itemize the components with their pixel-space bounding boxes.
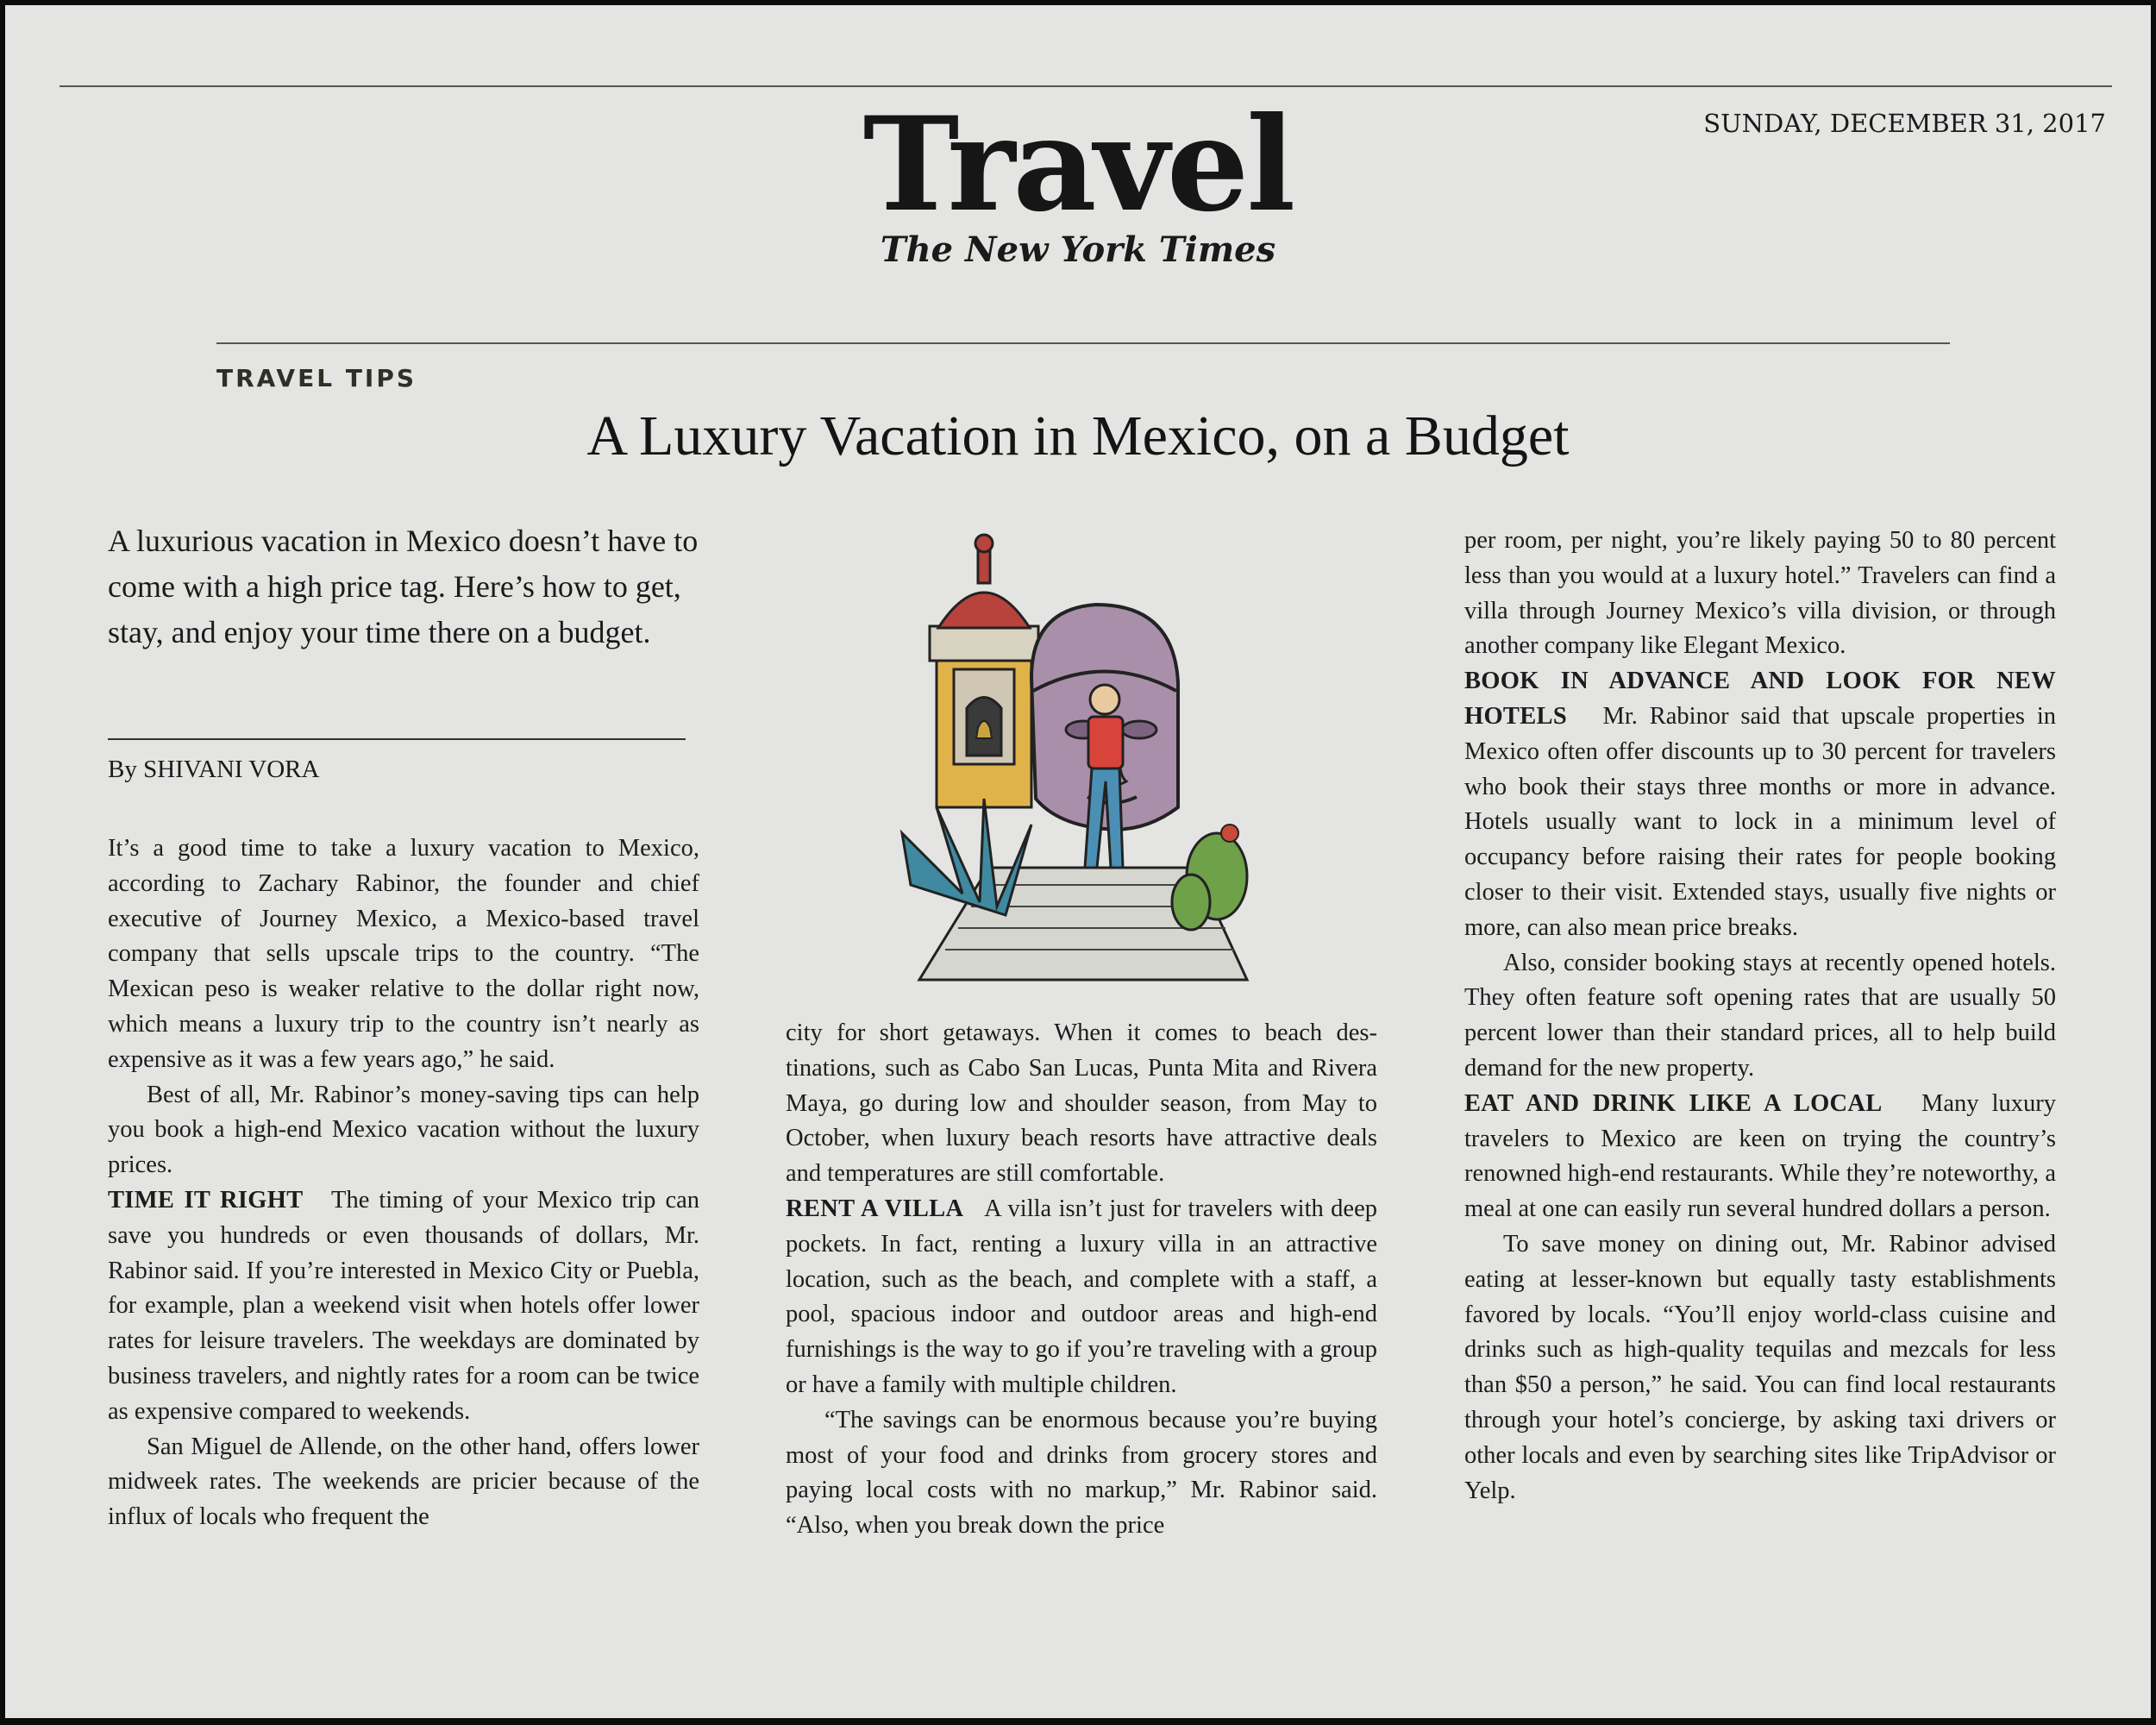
subsection-paragraph: [1464, 664, 2056, 945]
newspaper-page: [5, 5, 2151, 1718]
paragraph: per room, per night, you’re likely paying 50 to 80 percent less than you would at a luxury hotel.” Travelers can find a villa through Journey Mexico’s villa division, or through another company like Elegant Mexico.: [1464, 527, 2056, 660]
paragraph: To save money on dining out, Mr. Rabinor advised eating at lesser-known but equally tasty establishments favored by locals. “You’ll enjoy world-class cuisine and drinks such as high-quality tequilas and mezcals for less than $50 a person,” he said. You can find local restaurants through your hotel’s concierge, by asking taxi drivers or other locals and even by searching sites like TripAdvisor or Yelp.: [1464, 1230, 2056, 1504]
paragraph: It’s a good time to take a luxury vacation to Mexico, according to Zachary Rabinor, the founder and chief executive of Journey Mexico, a Mexico-based travel company that sells upscale trips to the country. “The Mexican peso is weaker relative to the dollar right now, which means a luxury trip to the country isn’t nearly as expensive as it was a few years ago,” he said.: [108, 835, 699, 1073]
article-byline: By SHIVANI VORA: [108, 756, 320, 783]
subsection-text: The timing of your Mexico trip can save you hundreds or even thousands of dollars, Mr. Rabinor said. If you’re interested in Mexico City or Puebla, for example, plan a weekend visit when hotels offer lower rates for leisure travelers. The weekdays are dominated by business travelers, and nightly rates for a room can be twice as expensive compared to weekends.: [108, 1186, 699, 1425]
article-dek: A luxurious vacation in Mexico doesn’t have to come with a high price tag. Here’s how to get, stay, and enjoy your time there on a budget.: [108, 524, 699, 649]
paragraph: Best of all, Mr. Rabinor’s money-saving tips can help you book a high-end Mexico vacation without the luxury prices.: [108, 1081, 699, 1179]
section-masthead: Travel: [862, 89, 1294, 241]
article-column-3: [1464, 524, 2056, 1509]
article-kicker: TRAVEL TIPS: [216, 364, 417, 392]
paragraph: “The savings can be enormous because you’re buying most of your food and drinks from grocery stores and paying local costs with no markup,” Mr. Rabinor said. “Also, when you break down the price: [786, 1406, 1377, 1540]
subsection-paragraph: [108, 1183, 699, 1430]
subsection-paragraph: [786, 1192, 1377, 1403]
subhead-time-it-right: TIME IT RIGHT: [108, 1186, 304, 1214]
paragraph: Also, consider booking stays at recently opened hotels. They often feature soft opening rates that are usually 50 percent lower than their standard prices, all to help build demand for the new property.: [1464, 949, 2056, 1082]
newspaper-nameplate: The New York Times: [880, 229, 1276, 270]
subhead-eat-like-a-local: EAT AND DRINK LIKE A LOCAL: [1464, 1089, 1883, 1117]
paragraph: city for short getaways. When it comes to beach destinations, such as Cabo San Lucas, Punta Mita and Rivera Maya, go during low and shoulder season, from May to October, when luxury beach resorts have attractive deals and temperatures are still comfortable.: [786, 1019, 1377, 1188]
subsection-paragraph: [1464, 1087, 2056, 1227]
subhead-rent-a-villa: RENT A VILLA: [786, 1195, 964, 1222]
article-headline: A Luxury Vacation in Mexico, on a Budget: [586, 405, 1570, 467]
section-rule: [216, 342, 1950, 344]
dek-rule: [108, 738, 686, 740]
mexico-illustration: [885, 523, 1282, 988]
subsection-text: Mr. Rabinor said that upscale properties in Mexico often offer discounts up to 30 percent for travelers who book their stays three months or more in advance. Hotels usually want to lock in a minimum level of occupancy before raising their rates for people booking closer to their visit. Extended stays, usually five nights or more, can also mean price breaks.: [1464, 702, 2056, 941]
top-rule: [60, 85, 2112, 87]
subsection-text: Many luxury travelers to Mexico are keen on trying the country’s renowned high-end restaurants. While they’re noteworthy, a meal at one can easily run several hundred dollars a person.: [1464, 1089, 2057, 1223]
paragraph: San Miguel de Allende, on the other hand, offers lower midweek rates. The weekends are pricier because of the influx of locals who frequent the: [108, 1433, 699, 1531]
subsection-text: A villa isn’t just for travelers with deep pockets. In fact, renting a luxury villa in an attractive location, such as the beach, and complete with a staff, a pool, spacious indoor and outdoor areas and high-end furnishings is the way to go if you’re traveling with a group or have a family with multiple children.: [786, 1195, 1377, 1398]
article-column-2: [786, 1016, 1377, 1544]
article-column-1: [108, 831, 699, 1535]
subhead-book-in-advance: BOOK IN ADVANCE AND LOOK FOR NEW HOTELS: [1464, 668, 2056, 730]
issue-date: SUNDAY, DECEMBER 31, 2017: [1703, 109, 2106, 138]
